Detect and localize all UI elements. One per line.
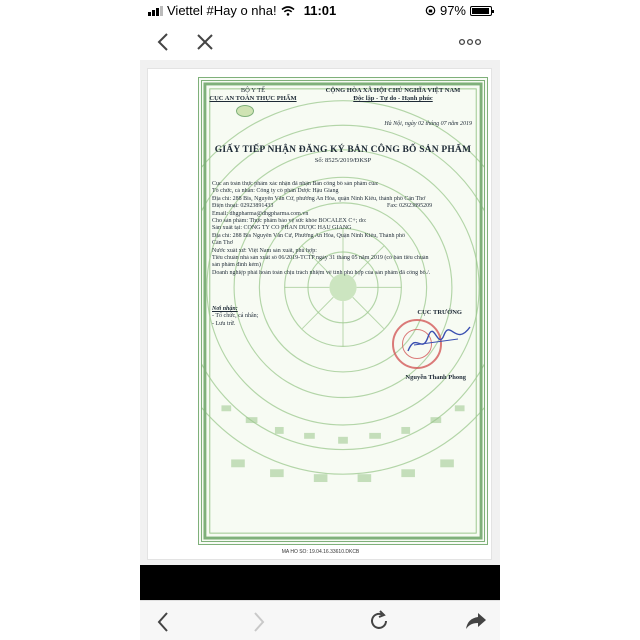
recipient-1: - Tổ chức, cá nhân; xyxy=(212,313,259,320)
black-bar xyxy=(140,565,500,600)
recipient-2: - Lưu trữ. xyxy=(212,320,236,327)
producer-address-line-2: Cần Thơ xyxy=(212,240,233,247)
agency-logo-icon xyxy=(236,105,254,117)
motto-label: Độc lập - Tự do - Hạnh phúc xyxy=(353,95,433,102)
battery-icon xyxy=(470,6,492,16)
org-line: Tổ chức, cá nhân: Công ty cổ phần Dược Hậu Giang xyxy=(212,188,339,195)
recipients xyxy=(212,306,258,328)
director-title: CỤC TRƯỞNG xyxy=(417,309,462,316)
country-label: CỘNG HÒA XÃ HỘI CHỦ NGHĨA VIỆT NAM xyxy=(325,87,461,94)
signer-name: Nguyễn Thanh Phong xyxy=(405,374,466,381)
nav-bar xyxy=(140,22,500,60)
battery-percent: 97% xyxy=(439,3,466,18)
bottom-toolbar xyxy=(140,600,500,640)
chevron-left-icon[interactable] xyxy=(156,32,170,52)
carrier-label: Viettel #Hay o nha! xyxy=(167,3,277,18)
back-icon[interactable] xyxy=(156,611,170,633)
header-right xyxy=(308,87,478,103)
battery-fill xyxy=(472,8,489,14)
ministry-label: BỘ Y TẾ xyxy=(240,87,266,94)
certificate xyxy=(198,77,488,545)
certificate-title: GIẤY TIẾP NHẬN ĐĂNG KÝ BẢN CÔNG BỐ SẢN PHẨM xyxy=(214,145,472,155)
signature-icon xyxy=(404,321,474,361)
certificate-body xyxy=(212,181,488,277)
header-left xyxy=(208,87,298,103)
phone-text: Điện thoại: 02923891433 xyxy=(212,203,274,210)
producer-address-line: Địa chỉ: 288 Bis Nguyễn Văn Cừ, Phường An Hòa, Quận Ninh Kiều, Thành phố xyxy=(212,232,405,239)
intro-line: Cục an toàn thực phẩm xác nhận đã nhận Bản công bố sản phẩm của: xyxy=(212,181,379,187)
web-content[interactable] xyxy=(140,60,500,565)
certificate-text xyxy=(202,81,484,541)
agency-label: CỤC AN TOÀN THỰC PHẨM xyxy=(209,95,297,102)
standard-line-2: sản phẩm đính kèm) xyxy=(212,262,261,269)
producer-line: Sản xuất tại: CÔNG TY CỔ PHẦN DƯỢC HẬU GIANG xyxy=(212,225,352,232)
certificate-number: Số: 8525/2019/ĐKSP xyxy=(314,157,372,164)
origin-line: Nước xuất xứ: Việt Nam sản xuất, phù hợp: xyxy=(212,247,317,254)
close-icon[interactable] xyxy=(196,33,214,51)
phone-fax-line xyxy=(212,203,488,210)
share-icon[interactable] xyxy=(465,611,487,631)
product-line: Cho sản phẩm: Thực phẩm bảo vệ sức khỏe BOCALEX C+; do: xyxy=(212,218,367,225)
fax-text: Fax: 02923895209 xyxy=(387,203,433,210)
more-icon[interactable] xyxy=(458,38,482,46)
responsibility-line: Doanh nghiệp phải hoàn toàn chịu trách nhiệm về tính phù hợp của sản phẩm đã công bố./. xyxy=(212,269,431,276)
status-bar xyxy=(140,0,500,22)
email-line: Email: dhgpharma@dhgpharma.com.vn xyxy=(212,210,309,217)
address-line: Địa chỉ: 288 Bis, Nguyễn Văn Cừ, phường An Hòa, quận Ninh Kiều, thành phố Cần Thơ xyxy=(212,195,426,202)
standard-line: Tiêu chuẩn nhà sản xuất số 06/2019-TCTP ngày 31 tháng 05 năm 2019 (có bản tiêu chuẩn xyxy=(212,255,429,262)
reload-icon[interactable] xyxy=(368,610,390,632)
status-time: 11:01 xyxy=(303,3,337,18)
date-line: Hà Nội, ngày 02 tháng 07 năm 2019 xyxy=(384,121,472,127)
phone-screen xyxy=(140,0,500,640)
status-right xyxy=(425,3,492,18)
document-code: MA HO SO: 19.04.16.33610.DKCB xyxy=(281,549,360,555)
document-image xyxy=(147,68,492,560)
forward-icon[interactable] xyxy=(252,611,266,633)
recipients-head: Nơi nhận: xyxy=(212,306,238,312)
orientation-lock-icon xyxy=(425,5,436,16)
